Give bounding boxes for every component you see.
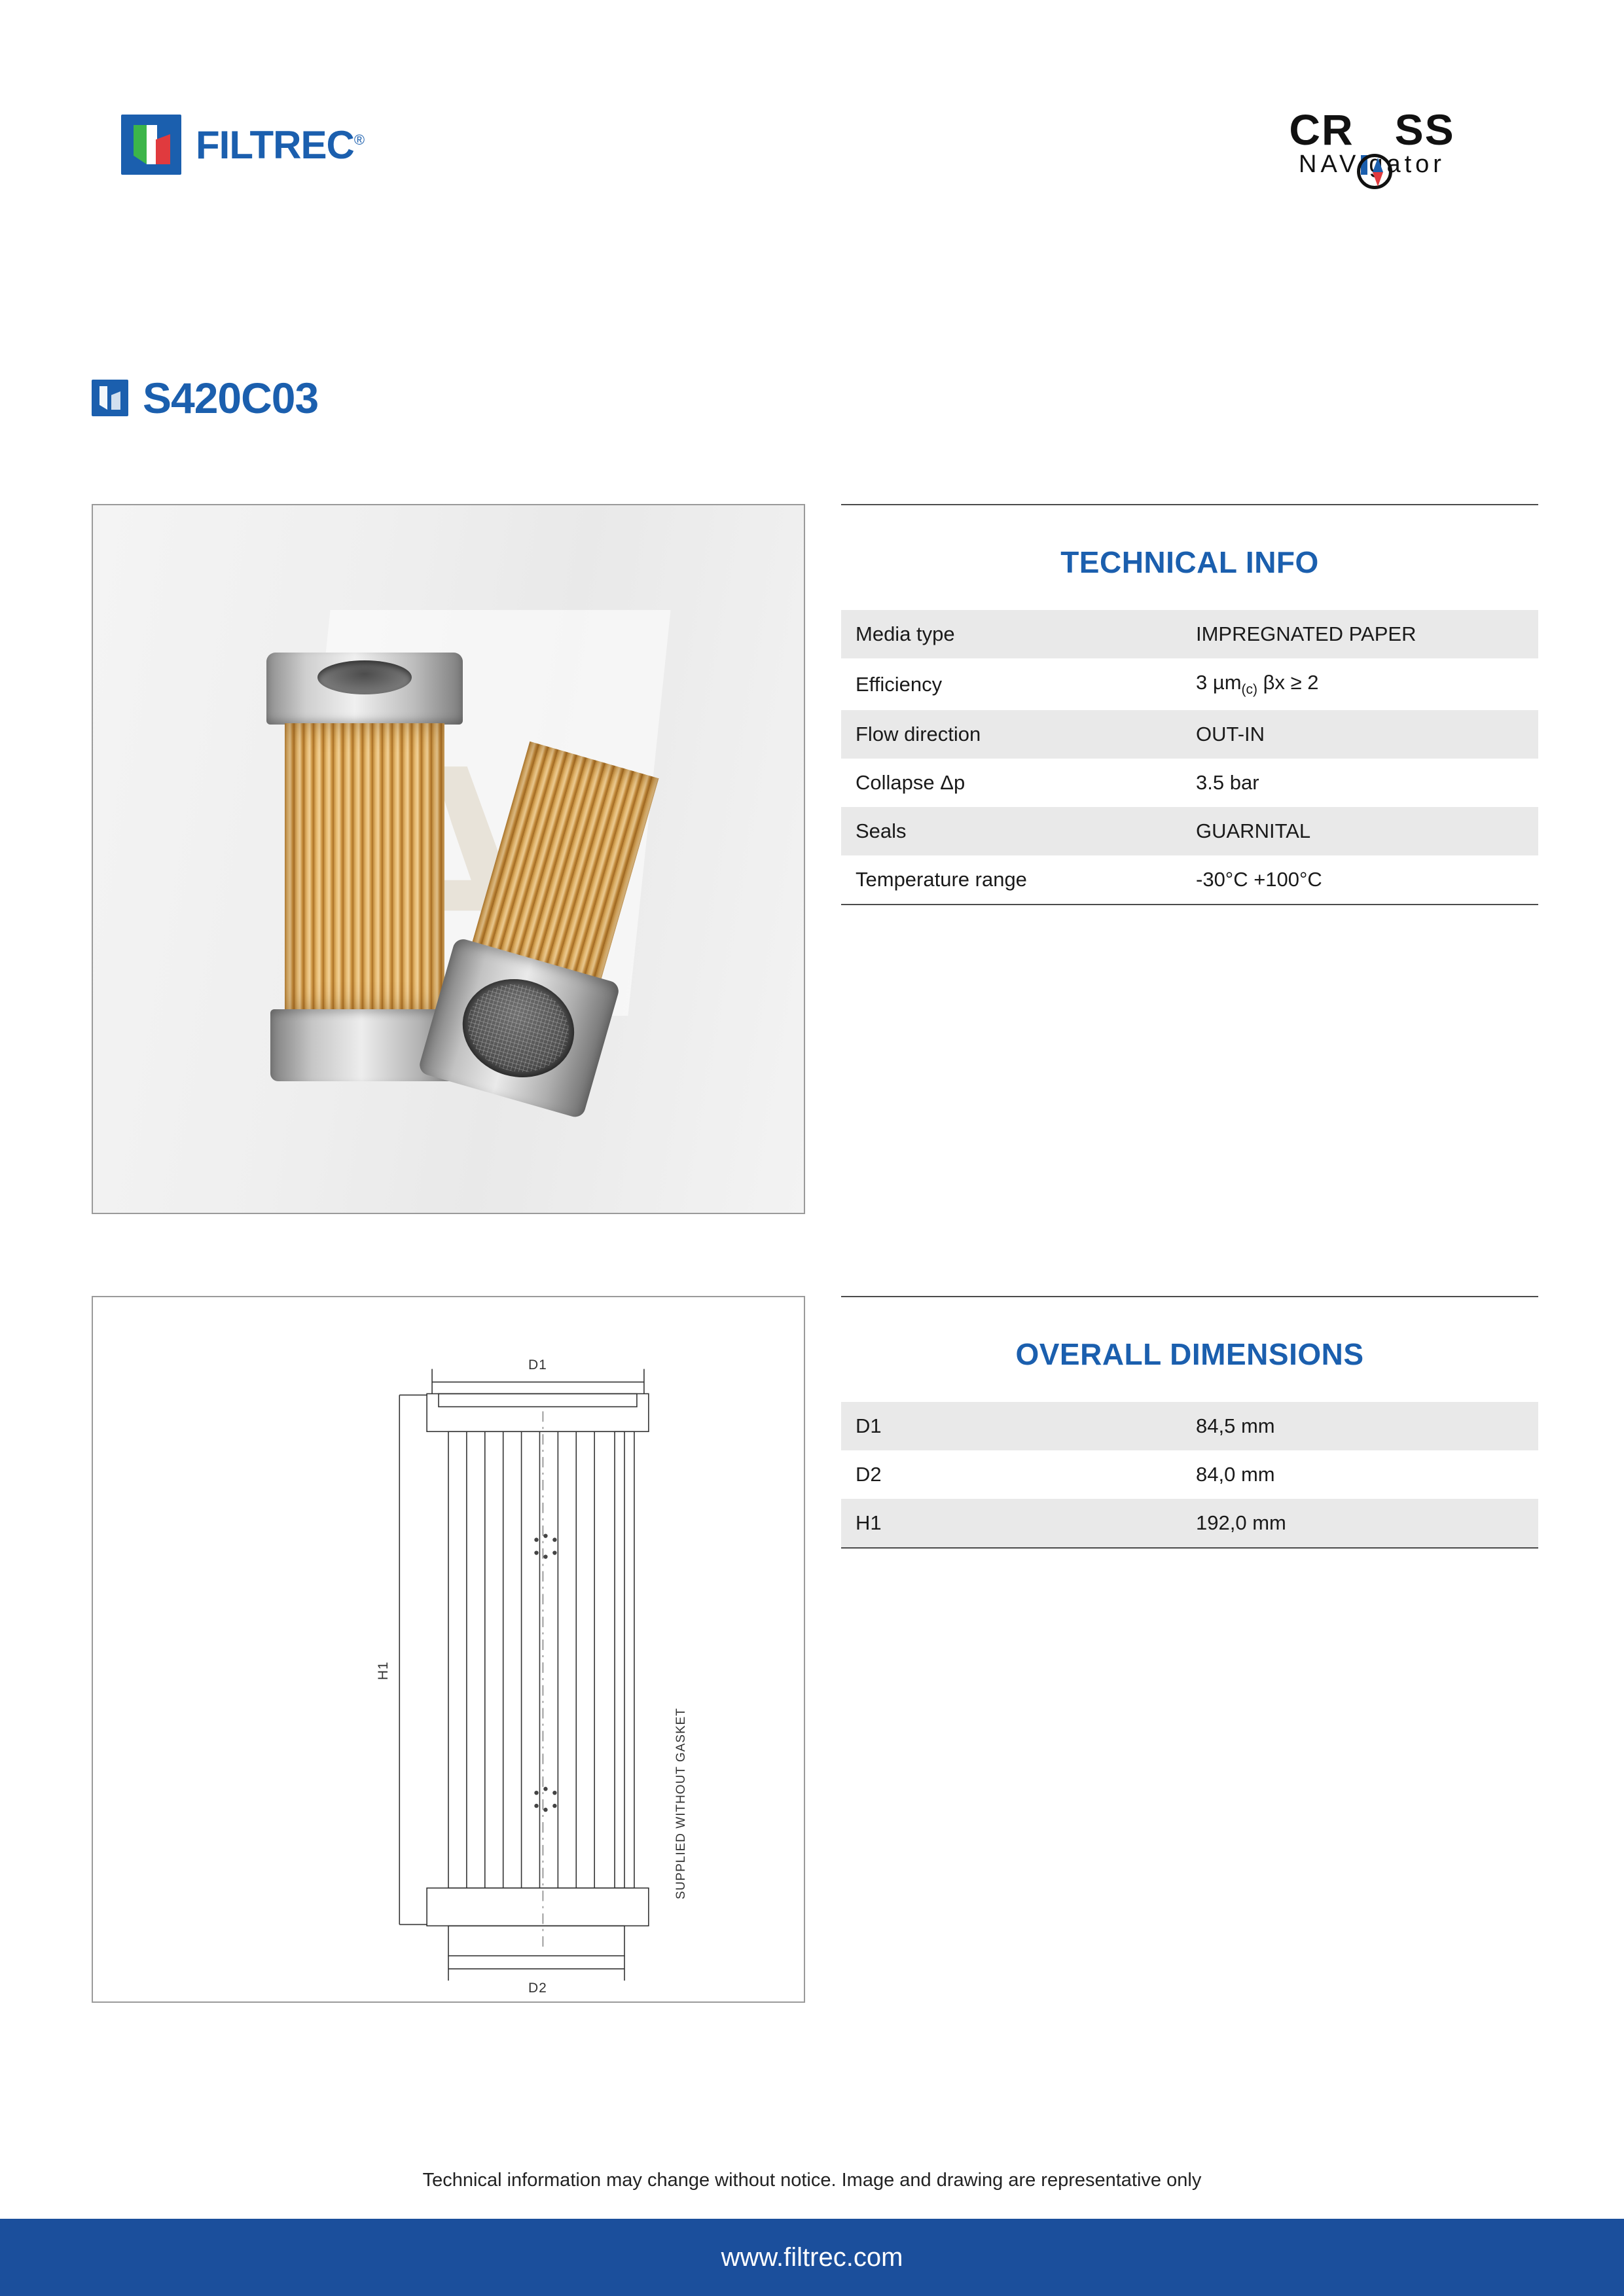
table-row <box>841 658 1538 710</box>
website-link[interactable]: www.filtrec.com <box>721 2242 903 2272</box>
overall-dimensions-title: OVERALL DIMENSIONS <box>1015 1337 1364 1371</box>
spec-key: Temperature range <box>841 855 1182 905</box>
efficiency-value: 3 µm <box>1196 671 1242 694</box>
table-row <box>841 1450 1538 1499</box>
table-row <box>841 610 1538 658</box>
table-row <box>841 1402 1538 1450</box>
spec-value: GUARNITAL <box>1182 807 1538 855</box>
table-row <box>841 759 1538 807</box>
cross-navigator-logo <box>1241 105 1503 179</box>
dimension-key: D2 <box>856 1463 882 1486</box>
registered-mark: ® <box>353 131 365 148</box>
efficiency-subscript: (c) <box>1241 682 1258 698</box>
spec-value: 3.5 bar <box>1196 771 1259 795</box>
spec-key: Flow direction <box>841 710 1182 759</box>
page-header <box>0 98 1624 216</box>
table-row <box>841 855 1538 905</box>
filtrec-logo-icon <box>121 115 181 175</box>
technical-info-table <box>841 610 1538 905</box>
footer-bar <box>0 2219 1624 2296</box>
dimension-key: D1 <box>841 1402 1182 1450</box>
technical-rule <box>841 504 1538 505</box>
spec-value: IMPREGNATED PAPER <box>1182 610 1538 658</box>
filtrec-logo <box>121 115 364 175</box>
dimension-value: 84,0 mm <box>1196 1463 1275 1486</box>
drawing-label-d2: D2 <box>528 1981 547 1996</box>
drawing-label-d1: D1 <box>528 1357 547 1372</box>
spec-key: Media type <box>841 610 1182 658</box>
table-row <box>841 710 1538 759</box>
dimension-value: 84,5 mm <box>1182 1402 1538 1450</box>
drawing-label-note: SUPPLIED WITHOUT GASKET <box>674 1708 688 1899</box>
table-row <box>841 1499 1538 1548</box>
product-code: S420C03 <box>143 374 319 422</box>
nav-word-left: NAV <box>1299 151 1360 178</box>
footer-disclaimer: Technical information may change without notice. Image and drawing are representative only <box>422 2170 1202 2191</box>
spec-key: Seals <box>841 807 1182 855</box>
cross-wordmark <box>1289 105 1454 154</box>
technical-info-title: TECHNICAL INFO <box>1060 545 1319 579</box>
spec-value <box>1182 658 1538 710</box>
efficiency-beta: βx ≥ 2 <box>1257 671 1319 694</box>
product-photo <box>92 504 805 1214</box>
spec-key: Collapse Δp <box>856 771 965 795</box>
filtrec-small-icon <box>92 380 128 416</box>
overall-dimensions-section <box>841 1296 1538 1549</box>
page-title <box>92 373 318 423</box>
drawing-svg <box>93 1297 804 2001</box>
dimensions-rule <box>841 1296 1538 1297</box>
technical-drawing <box>92 1296 805 2003</box>
spec-value: -30°C +100°C <box>1182 855 1538 905</box>
filtrec-wordmark: FILTREC <box>196 122 354 167</box>
overall-dimensions-table <box>841 1402 1538 1549</box>
filtrec-logo-text <box>196 122 364 168</box>
dimension-key: H1 <box>841 1499 1182 1548</box>
table-row <box>841 807 1538 855</box>
cross-word-right: SS <box>1394 105 1455 154</box>
technical-info-section <box>841 504 1538 905</box>
cross-word-left: CR <box>1289 105 1354 154</box>
nav-word-right: gator <box>1369 151 1445 178</box>
drawing-label-h1: H1 <box>376 1661 391 1680</box>
spec-key: Efficiency <box>856 672 943 696</box>
dimension-value: 192,0 mm <box>1182 1499 1538 1548</box>
spec-value: OUT-IN <box>1182 710 1538 759</box>
